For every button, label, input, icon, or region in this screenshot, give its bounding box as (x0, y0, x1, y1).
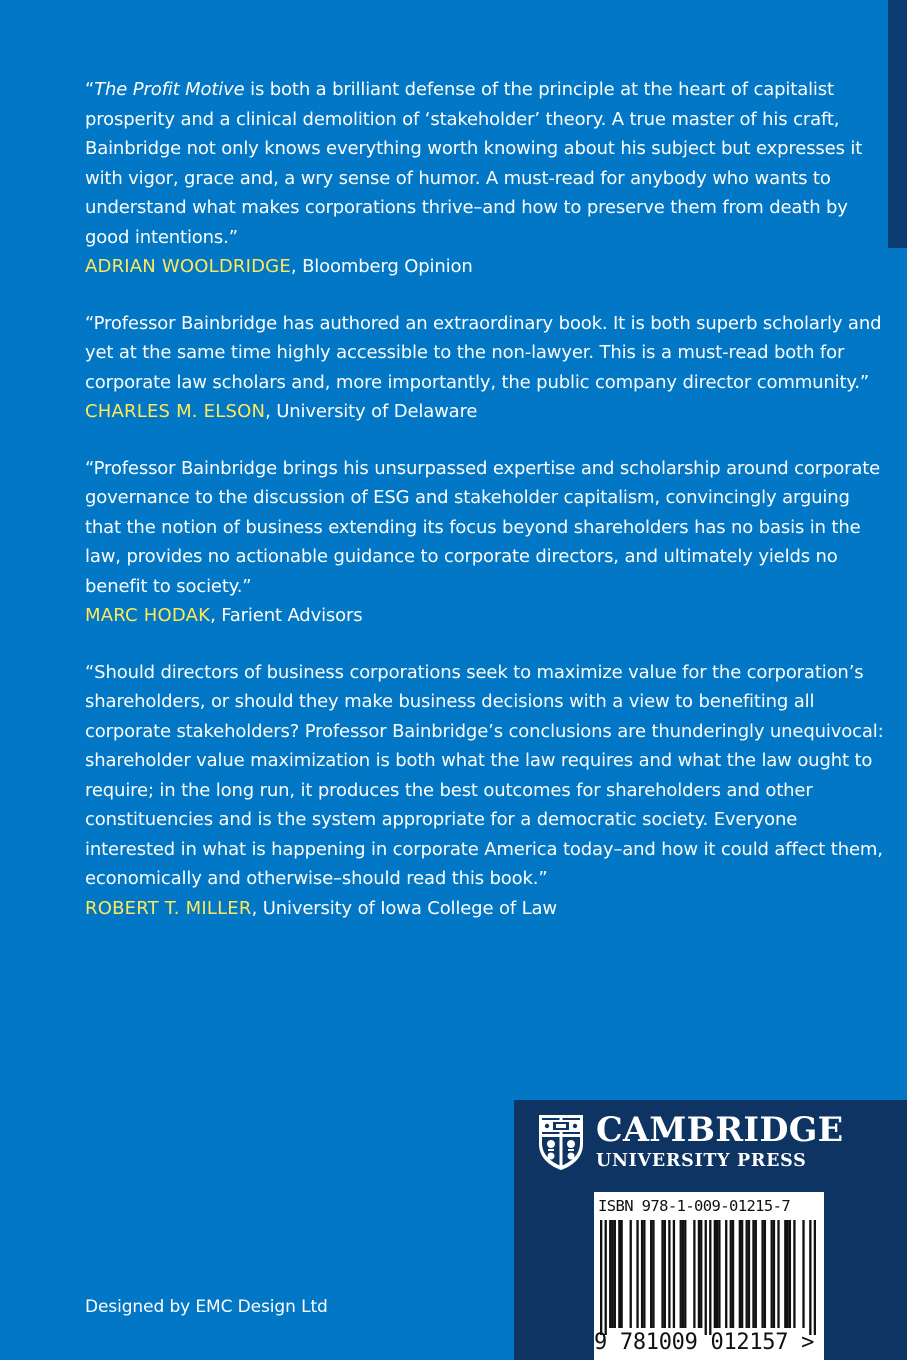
barcode-bar (732, 1220, 734, 1328)
barcode-bar (809, 1220, 811, 1335)
designer-credit: Designed by EMC Design Ltd (85, 1297, 328, 1317)
barcode-bar (709, 1220, 711, 1335)
barcode-bar (641, 1220, 643, 1328)
barcode-bar (673, 1220, 675, 1328)
barcode-bar (752, 1220, 754, 1328)
barcode-bar (784, 1220, 786, 1328)
barcode-bar (680, 1220, 682, 1328)
ean-digits: 9 781009 012157 > (594, 1330, 815, 1355)
endorsement-text: “Should directors of business corporations seek to maximize value for the corporation’s shareholders, or should they make business decisions with a view to benefiting all corporate stakeholders? Professor Bainbridge’s conclusions are thunderingly unequivocal: shareholder value maximization is both what the law requires and what the law ought to require; in the long run, it produces the best outcomes for shareholders and other constituencies and is the system appropriate for a democratic society. Everyone interested in what is happening in corporate America today–and how it could affect them, economically and otherwise–should read this book.” (85, 661, 884, 889)
barcode-bar (636, 1220, 638, 1328)
endorser-name: CHARLES M. ELSON (85, 401, 266, 422)
barcode-bars (600, 1220, 816, 1335)
barcode-bar (741, 1220, 743, 1328)
endorsement-attribution (85, 252, 885, 282)
open-quote: “ (85, 79, 95, 100)
barcode-bar (664, 1220, 666, 1328)
barcode (594, 1192, 824, 1360)
barcode-bar (611, 1220, 613, 1328)
endorsement-4 (85, 658, 885, 924)
barcode-bar (746, 1220, 748, 1328)
endorsement-text (85, 75, 885, 252)
barcode-bar (705, 1220, 707, 1335)
barcode-bar (698, 1220, 700, 1328)
cambridge-crest-icon (536, 1112, 586, 1172)
endorser-affiliation: , Farient Advisors (210, 605, 363, 626)
barcode-bar (739, 1220, 741, 1328)
barcode-bar (814, 1220, 816, 1335)
publisher-panel (514, 1100, 907, 1360)
barcode-bar (802, 1220, 804, 1328)
barcode-bar (725, 1220, 727, 1328)
barcode-bar (668, 1220, 670, 1328)
barcode-bar (730, 1220, 732, 1328)
barcode-bar (652, 1220, 654, 1328)
barcode-bar (682, 1220, 684, 1328)
barcode-bar (793, 1220, 795, 1328)
endorser-name: ADRIAN WOOLDRIDGE (85, 256, 291, 277)
barcode-bar (600, 1220, 602, 1335)
barcode-bar (777, 1220, 779, 1328)
barcode-bar (618, 1220, 620, 1328)
endorsement-3 (85, 454, 885, 631)
barcode-bar (614, 1220, 616, 1328)
barcode-bar (609, 1220, 611, 1328)
publisher-subname: UNIVERSITY PRESS (596, 1151, 807, 1171)
publisher-name: CAMBRIDGE (596, 1110, 844, 1149)
endorser-affiliation: , University of Delaware (265, 401, 478, 422)
barcode-bar (748, 1220, 750, 1328)
endorsement-attribution (85, 397, 885, 427)
barcode-bar (714, 1220, 716, 1328)
barcode-bar (764, 1220, 766, 1328)
barcode-bar (716, 1220, 718, 1328)
barcode-bar (773, 1220, 775, 1328)
barcode-bar (630, 1220, 632, 1328)
endorsement-text: “Professor Bainbridge has authored an extraordinary book. It is both superb scholarly and yet at the same time highly accessible to the non-lawyer. This is a must-read both for corporate law scholars and, more importantly, the public company director community.” (85, 312, 882, 393)
barcode-bar (789, 1220, 791, 1328)
endorser-affiliation: , University of Iowa College of Law (251, 897, 557, 919)
endorsement-attribution (85, 894, 885, 924)
endorser-name: MARC HODAK (85, 605, 211, 626)
endorsement-body: is both a brilliant defense of the principle at the heart of capitalist prosperity and a clinical demolition of ‘stakeholder’ theory. A true master of his craft, Bainbridge not only knows everything worth knowing about his subject but expresses it with vigor, grace and, a wry sense of humor. A must-read for anybody who wants to understand what makes corporations thrive–and how to preserve them from death by good intentions.” (85, 79, 863, 248)
barcode-bar (718, 1220, 720, 1328)
barcode-bar (620, 1220, 622, 1328)
endorsement-text: “Professor Bainbridge brings his unsurpassed expertise and scholarship around corporate governance to the discussion of ESG and stakeholder capitalism, convincingly arguing that the notion of business extending its focus beyond shareholders has no basis in the law, provides no actionable guidance to corporate directors, and ultimately yields no benefit to society.” (85, 457, 881, 597)
endorser-affiliation: , Bloomberg Opinion (290, 256, 473, 277)
endorser-name: ROBERT T. MILLER (85, 897, 252, 919)
barcode-bar (700, 1220, 702, 1328)
barcode-bar (761, 1220, 763, 1328)
isbn-label: ISBN 978-1-009-01215-7 (598, 1197, 791, 1215)
endorsement-2 (85, 309, 885, 427)
barcode-bar (661, 1220, 663, 1328)
barcode-bar (643, 1220, 645, 1328)
barcode-bar (684, 1220, 686, 1328)
endorsements (85, 75, 885, 950)
barcode-bar (650, 1220, 652, 1328)
endorsement-1 (85, 75, 885, 282)
book-title: The Profit Motive (94, 79, 245, 100)
barcode-bar (755, 1220, 757, 1328)
spine-edge (888, 0, 907, 248)
barcode-bar (786, 1220, 788, 1328)
barcode-bar (771, 1220, 773, 1328)
barcode-bar (693, 1220, 695, 1328)
barcode-bar (605, 1220, 607, 1335)
endorsement-attribution (85, 601, 885, 631)
